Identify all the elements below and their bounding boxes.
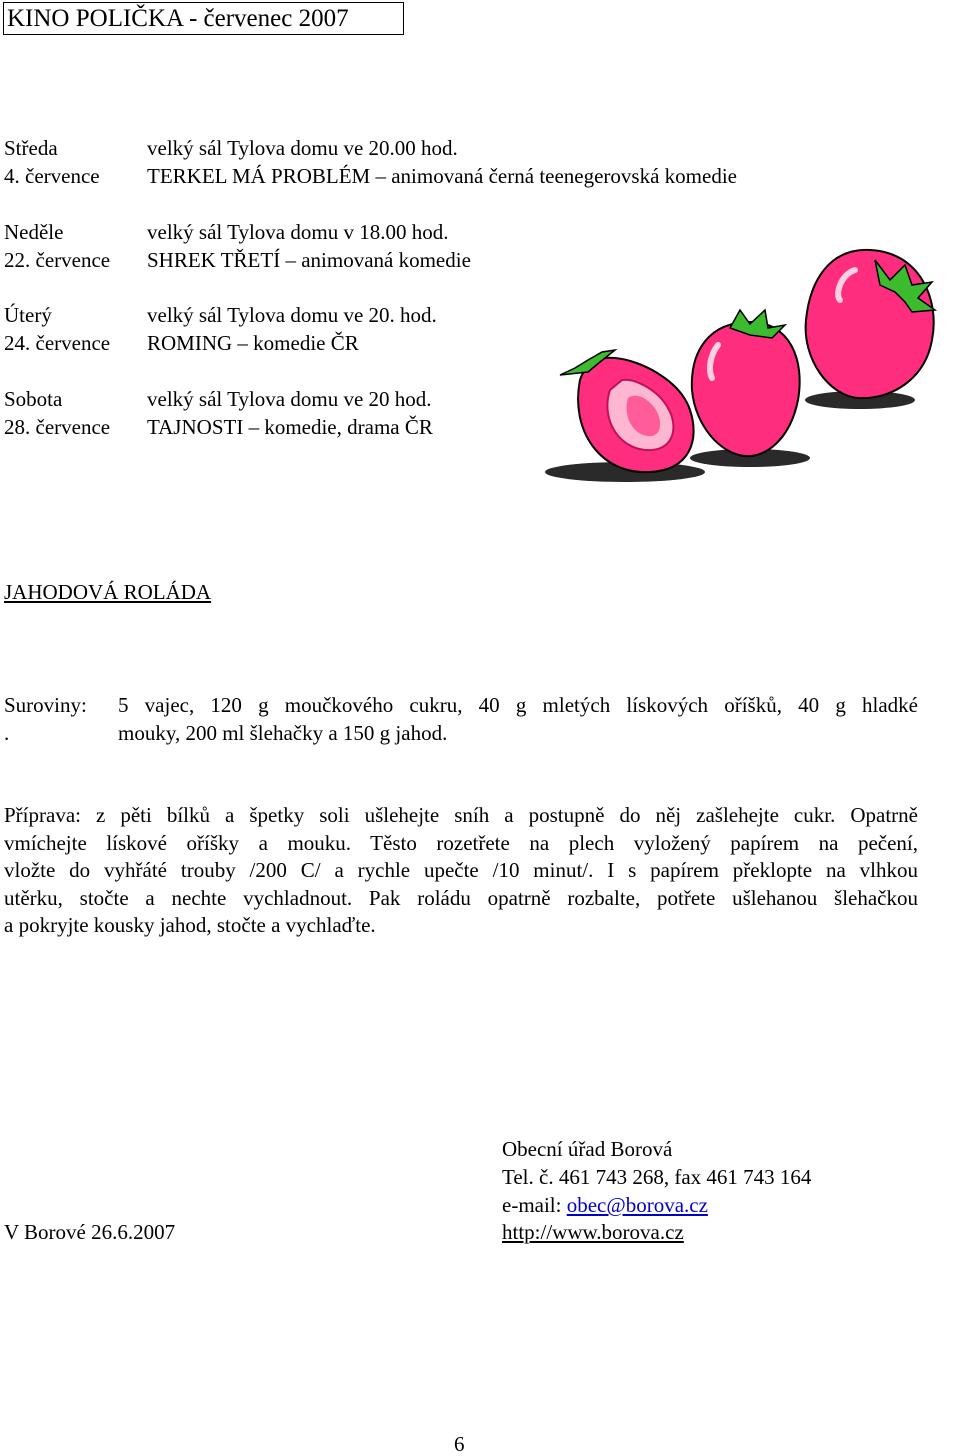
website-link[interactable]: http://www.borova.cz: [502, 1220, 684, 1244]
screening-date: 22. července: [4, 248, 111, 272]
screening-day: Sobota: [4, 387, 63, 411]
place-date: V Borové 26.6.2007: [4, 1220, 176, 1244]
office-phone: Tel. č. 461 743 268, fax 461 743 164: [502, 1165, 812, 1189]
preparation-line: vmíchejte lískové oříšky a mouku. Těsto rozetřete na plech vyložený papírem na pečení,: [4, 830, 918, 855]
page-title: KINO POLIČKA - červenec 2007: [3, 2, 404, 35]
preparation-line: a pokryjte kousky jahod, stočte a vychlaďte.: [4, 913, 376, 938]
email-label: e-mail:: [502, 1193, 567, 1217]
screening-date: 28. července: [4, 415, 111, 439]
preparation-line: utěrku, stočte a nechte vychladnout. Pak roládu opatrně rozbalte, potřete ušlehanou šlehačkou: [4, 885, 918, 910]
preparation-text: [4, 802, 918, 940]
preparation-line: vložte do vyhřáté trouby /200 C/ a rychle upečte /10 minut/. I s papírem překlopte na vlhkou: [4, 858, 918, 883]
screening-venue: velký sál Tylova domu ve 20 hod.: [147, 387, 432, 411]
screening-film: SHREK TŘETÍ – animovaná komedie: [147, 248, 471, 272]
ingredients-text: 5 vajec, 120 g moučkového cukru, 40 g mletých lískových oříšků, 40 g hladké: [118, 693, 918, 717]
screening-film: TERKEL MÁ PROBLÉM – animovaná černá teenegerovská komedie: [147, 164, 737, 188]
office-email-line: [502, 1195, 708, 1216]
screening-venue: velký sál Tylova domu ve 20. hod.: [147, 303, 437, 327]
screening-date: 24. července: [4, 331, 111, 355]
page-number: 6: [454, 1432, 465, 1456]
screening-day: Neděle: [4, 220, 64, 244]
strawberry-right-icon: [806, 250, 935, 398]
screening-film: TAJNOSTI – komedie, drama ČR: [147, 415, 433, 439]
strawberry-middle-icon: [692, 310, 800, 456]
email-link[interactable]: obec@borova.cz: [566, 1193, 708, 1217]
screening-venue: velký sál Tylova domu v 18.00 hod.: [147, 220, 449, 244]
recipe-title: JAHODOVÁ ROLÁDA: [4, 580, 212, 604]
office-name: Obecní úřad Borová: [502, 1137, 673, 1161]
preparation-line: Příprava: z pěti bílků a špetky soli ušlehejte sníh a postupně do něj zašlehejte cukr. Opatrně: [4, 803, 918, 827]
strawberries-illustration: [540, 240, 940, 490]
screening-date: 4. července: [4, 164, 100, 188]
screening-film: ROMING – komedie ČR: [147, 331, 359, 355]
ingredients-label: Suroviny:: [4, 693, 87, 717]
ingredients-text: mouky, 200 ml šlehačky a 150 g jahod.: [118, 721, 448, 745]
strawberry-half-icon: [560, 350, 694, 472]
screening-day: Středa: [4, 136, 58, 160]
screening-venue: velký sál Tylova domu ve 20.00 hod.: [147, 136, 458, 160]
ingredients-dot: .: [4, 721, 10, 745]
screening-day: Úterý: [4, 303, 52, 327]
